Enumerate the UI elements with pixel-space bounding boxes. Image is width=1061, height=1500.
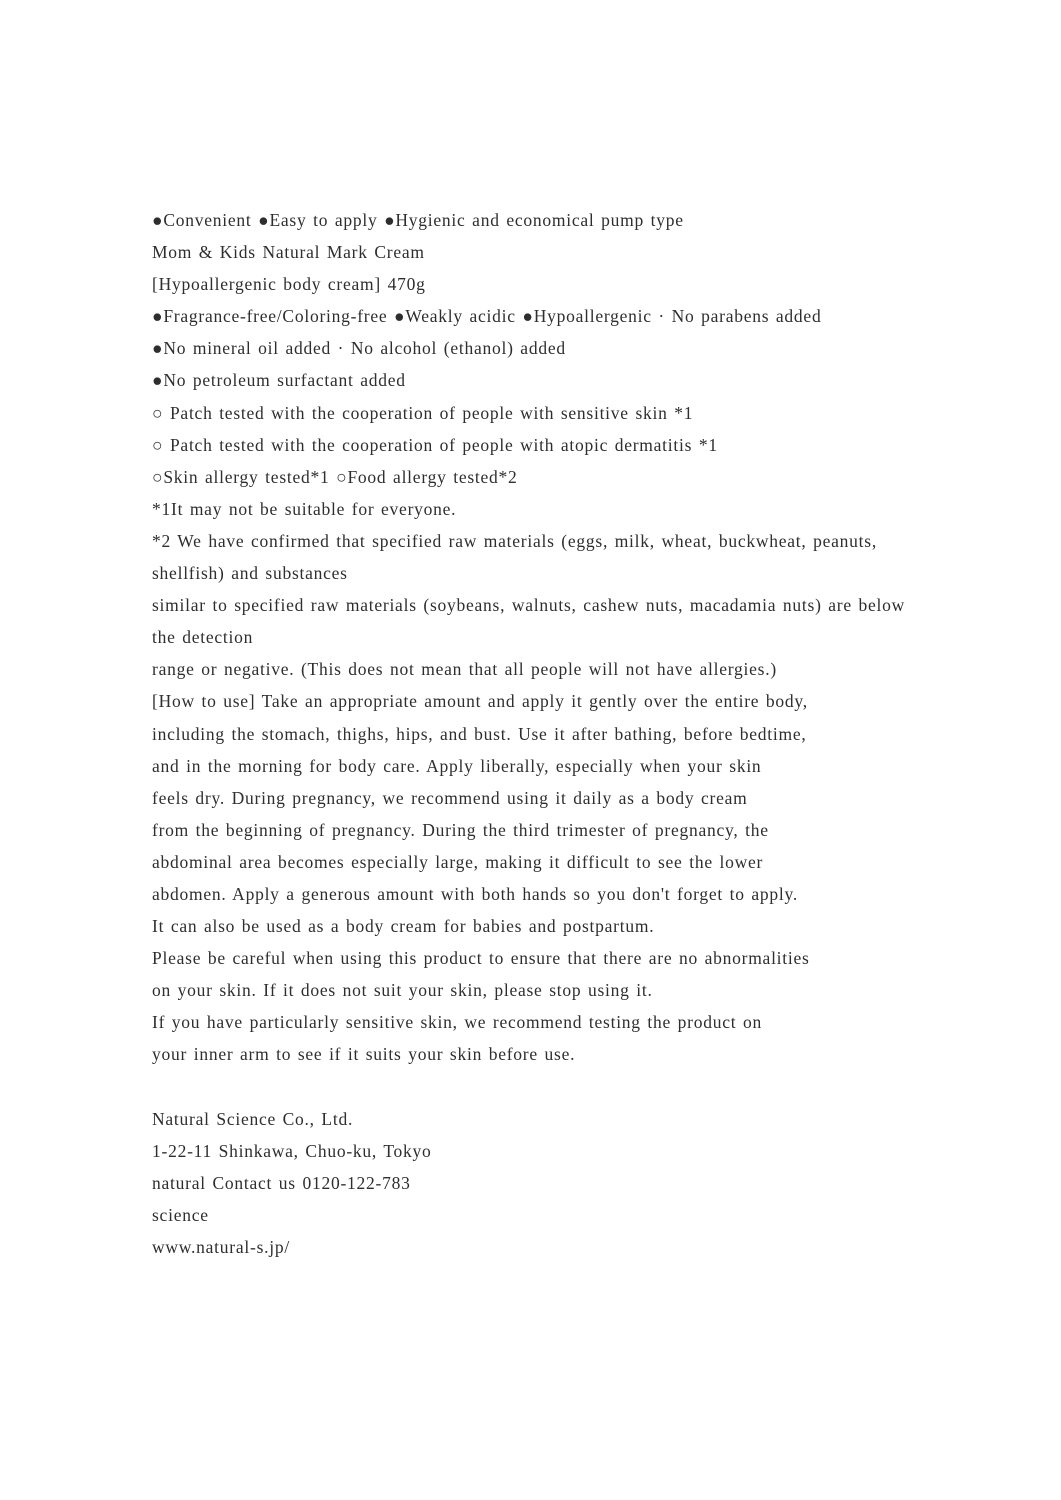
text-line: [Hypoallergenic body cream] 470g [152, 274, 426, 295]
text-line: ○ Patch tested with the cooperation of people with atopic dermatitis *1 [152, 434, 718, 455]
text-line: 1-22-11 Shinkawa, Chuo-ku, Tokyo [152, 1140, 432, 1161]
text-line: *2 We have confirmed that specified raw materials (eggs, milk, wheat, buckwheat, peanuts, [152, 530, 877, 551]
text-line: ●Convenient ●Easy to apply ●Hygienic and economical pump type [152, 210, 684, 230]
document-text-block [152, 204, 951, 1263]
text-line: the detection [152, 627, 254, 648]
text-line: and in the morning for body care. Apply liberally, especially when your skin [152, 755, 762, 776]
text-line [152, 1071, 951, 1103]
text-line: www.natural-s.jp/ [152, 1237, 290, 1257]
text-line: ●No mineral oil added · No alcohol (ethanol) added [152, 338, 566, 359]
text-line: feels dry. During pregnancy, we recommend using it daily as a body cream [152, 787, 748, 808]
text-line: abdominal area becomes especially large, making it difficult to see the lower [152, 851, 764, 872]
text-line: ○Skin allergy tested*1 ○Food allergy tested*2 [152, 466, 518, 487]
text-line: science [152, 1204, 209, 1225]
text-line: natural Contact us 0120-122-783 [152, 1172, 411, 1193]
text-line: from the beginning of pregnancy. During the third trimester of pregnancy, the [152, 819, 769, 840]
text-line: It can also be used as a body cream for babies and postpartum. [152, 916, 655, 937]
text-line: Mom & Kids Natural Mark Cream [152, 242, 425, 263]
text-line: shellfish) and substances [152, 563, 348, 584]
text-line: on your skin. If it does not suit your skin, please stop using it. [152, 980, 653, 1001]
text-line: Natural Science Co., Ltd. [152, 1108, 354, 1129]
text-line: ○ Patch tested with the cooperation of people with sensitive skin *1 [152, 402, 694, 423]
text-line: range or negative. (This does not mean that all people will not have allergies.) [152, 659, 777, 680]
text-line: including the stomach, thighs, hips, and bust. Use it after bathing, before bedtime, [152, 723, 807, 744]
text-line: [How to use] Take an appropriate amount and apply it gently over the entire body, [152, 691, 808, 712]
text-line: Please be careful when using this product to ensure that there are no abnormalities [152, 948, 810, 969]
text-line: abdomen. Apply a generous amount with both hands so you don't forget to apply. [152, 883, 798, 904]
text-line: *1It may not be suitable for everyone. [152, 498, 457, 519]
text-line: similar to specified raw materials (soybeans, walnuts, cashew nuts, macadamia nuts) are below [152, 595, 906, 616]
text-line: ●Fragrance-free/Coloring-free ●Weakly acidic ●Hypoallergenic · No parabens added [152, 306, 822, 327]
text-line: your inner arm to see if it suits your skin before use. [152, 1044, 576, 1065]
text-line: ●No petroleum surfactant added [152, 370, 406, 391]
text-line: If you have particularly sensitive skin, we recommend testing the product on [152, 1012, 763, 1033]
